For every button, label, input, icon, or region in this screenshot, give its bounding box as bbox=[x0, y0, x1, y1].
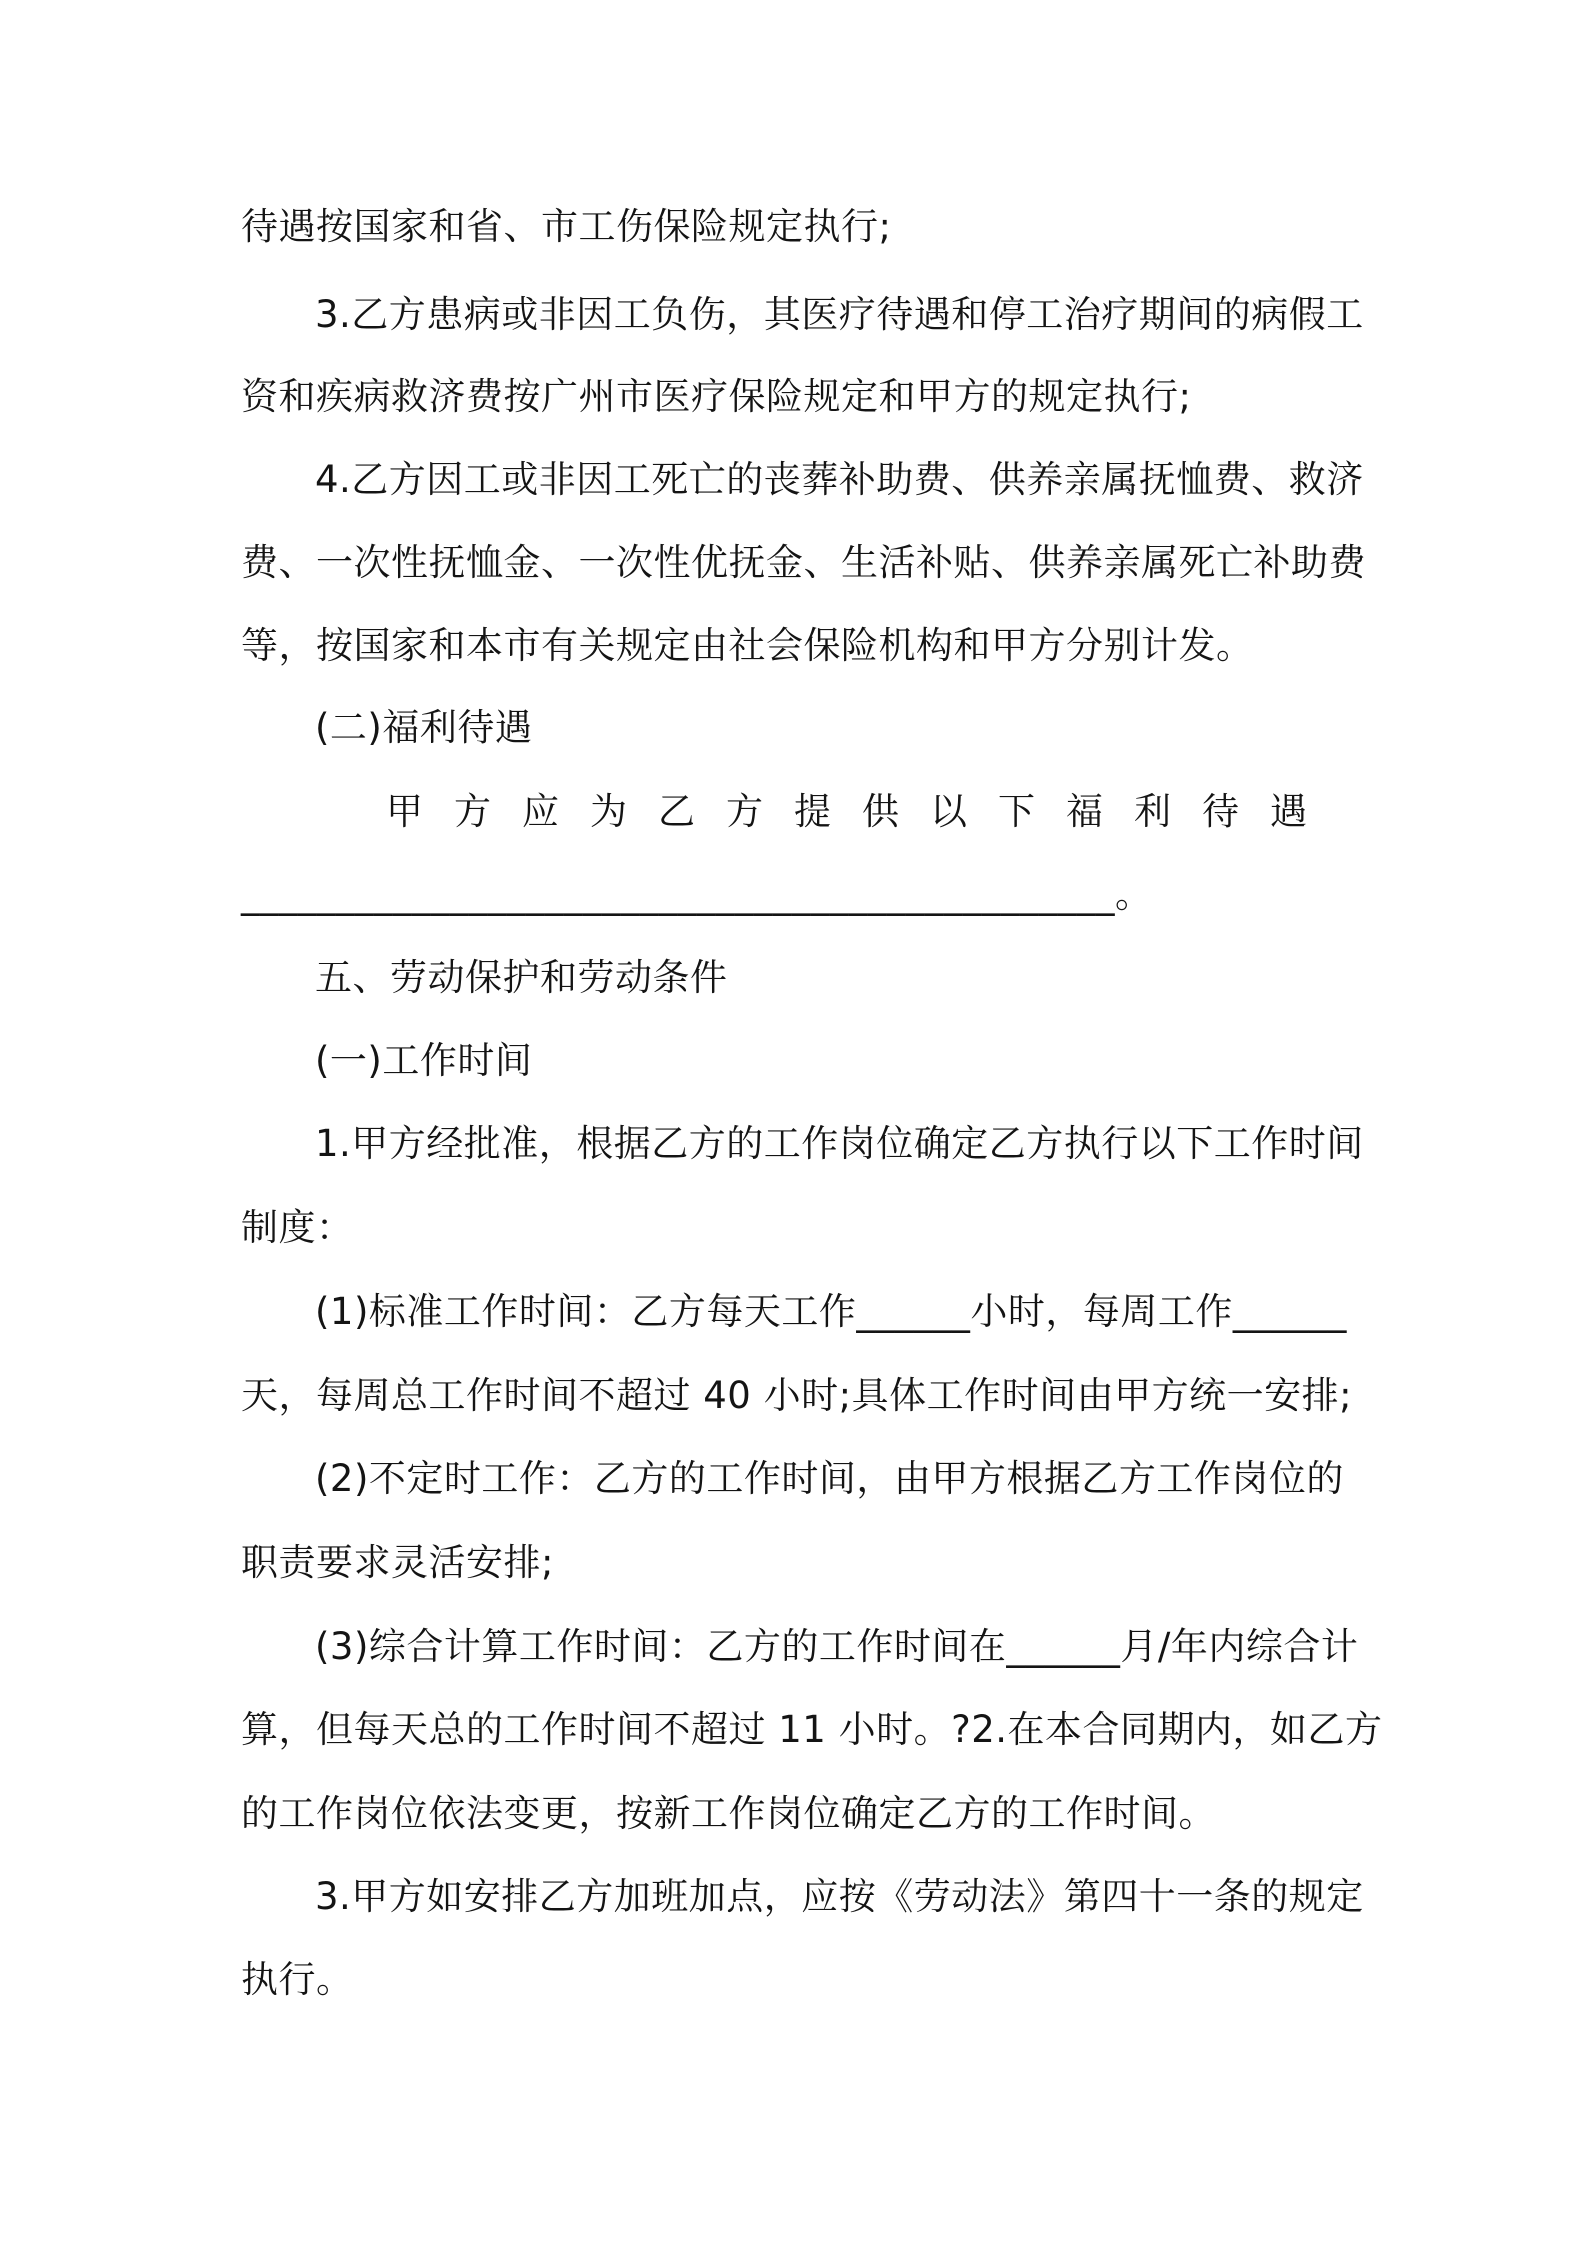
text-line: (3)综合计算工作时间：乙方的工作时间在______月/年内综合计 bbox=[315, 1625, 1359, 1668]
text-line: 3.甲方如安排乙方加班加点，应按《劳动法》第四十一条的规定 bbox=[315, 1875, 1364, 1918]
text-line: 甲方应为乙方提供以下福利待遇 bbox=[386, 790, 1338, 833]
text-line: 4.乙方因工或非因工死亡的丧葬补助费、供养亲属抚恤费、救济 bbox=[315, 458, 1364, 501]
text-line: 3.乙方患病或非因工负伤，其医疗待遇和停工治疗期间的病假工 bbox=[315, 293, 1364, 336]
section-heading: (一)工作时间 bbox=[315, 1039, 533, 1082]
text-line: 等，按国家和本市有关规定由社会保险机构和甲方分别计发。 bbox=[241, 624, 1254, 667]
blank-line: ______________________________________________。 bbox=[241, 873, 1153, 916]
text-line: 天，每周总工作时间不超过 40 小时;具体工作时间由甲方统一安排; bbox=[241, 1374, 1353, 1417]
text-line: (1)标准工作时间：乙方每天工作______小时，每周工作______ bbox=[315, 1290, 1347, 1333]
text-line: (2)不定时工作：乙方的工作时间，由甲方根据乙方工作岗位的 bbox=[315, 1457, 1344, 1500]
text-line: 算，但每天总的工作时间不超过 11 小时。?2.在本合同期内，如乙方 bbox=[241, 1708, 1383, 1751]
text-line: 制度： bbox=[241, 1206, 354, 1249]
text-line: 的工作岗位依法变更，按新工作岗位确定乙方的工作时间。 bbox=[241, 1792, 1216, 1835]
section-heading: 五、劳动保护和劳动条件 bbox=[315, 956, 728, 999]
text-line: 待遇按国家和省、市工伤保险规定执行; bbox=[241, 205, 892, 248]
text-line: 执行。 bbox=[241, 1958, 354, 2001]
text-line: 1.甲方经批准，根据乙方的工作岗位确定乙方执行以下工作时间 bbox=[315, 1122, 1364, 1165]
text-line: 职责要求灵活安排; bbox=[241, 1541, 554, 1584]
text-line: 资和疾病救济费按广州市医疗保险规定和甲方的规定执行; bbox=[241, 375, 1192, 418]
text-line: 费、一次性抚恤金、一次性优抚金、生活补贴、供养亲属死亡补助费 bbox=[241, 541, 1366, 584]
section-heading: (二)福利待遇 bbox=[315, 706, 533, 749]
